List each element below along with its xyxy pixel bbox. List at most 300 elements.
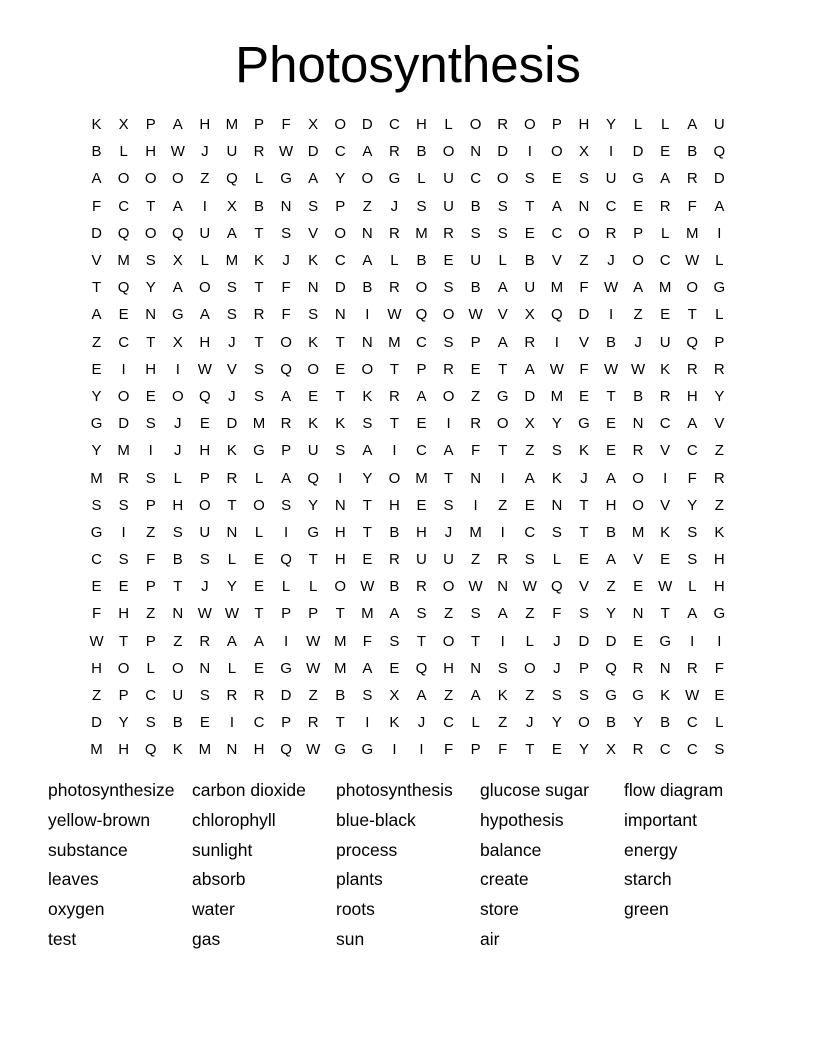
grid-letter: M xyxy=(225,252,239,270)
grid-letter: L xyxy=(254,469,264,487)
grid-letter: F xyxy=(91,605,102,623)
grid-letter: O xyxy=(171,387,184,405)
grid-letter: S xyxy=(118,496,129,514)
grid-letter: A xyxy=(281,387,292,405)
word-list-item: yellow-brown xyxy=(48,809,151,830)
grid-letter: R xyxy=(659,387,671,405)
grid-letter: I xyxy=(500,523,505,541)
grid-letter: C xyxy=(416,442,427,460)
word-list-item: important xyxy=(624,809,697,830)
grid-letter: C xyxy=(334,252,346,270)
grid-letter: R xyxy=(388,143,400,161)
grid-letter: M xyxy=(252,415,266,433)
grid-letter: T xyxy=(579,496,589,514)
grid-row xyxy=(83,301,733,328)
grid-letter: Q xyxy=(171,224,184,242)
grid-letter: O xyxy=(686,279,699,297)
grid-letter: O xyxy=(632,252,644,270)
grid-row xyxy=(83,464,733,491)
grid-letter: R xyxy=(497,116,509,134)
grid-letter: W xyxy=(306,632,321,650)
grid-letter: A xyxy=(362,143,373,161)
grid-letter: G xyxy=(632,170,644,188)
grid-letter: Z xyxy=(146,605,156,623)
grid-letter: B xyxy=(389,523,400,541)
grid-letter: T xyxy=(498,360,508,378)
grid-letter: D xyxy=(307,143,319,161)
grid-letter: U xyxy=(443,551,454,569)
grid-letter: U xyxy=(524,279,536,297)
grid-letter: F xyxy=(579,279,589,297)
grid-letter: U xyxy=(659,333,671,351)
grid-letter: O xyxy=(442,632,455,650)
grid-letter: S xyxy=(145,469,156,487)
grid-letter: M xyxy=(686,224,699,242)
grid-letter: I xyxy=(365,714,370,732)
grid-letter: S xyxy=(362,415,373,433)
grid-letter: K xyxy=(578,442,589,460)
grid-letter: P xyxy=(145,632,156,650)
grid-letter: R xyxy=(388,551,400,569)
grid-letter: S xyxy=(687,551,698,569)
grid-letter: B xyxy=(389,578,400,596)
grid-letter: S xyxy=(145,252,156,270)
grid-letter: M xyxy=(361,605,374,623)
grid-letter: J xyxy=(444,523,453,541)
grid-letter: O xyxy=(551,143,563,161)
grid-letter: P xyxy=(470,741,481,759)
grid-letter: Y xyxy=(606,605,617,623)
grid-letter: W xyxy=(89,632,104,650)
grid-letter: L xyxy=(200,252,210,270)
grid-letter: R xyxy=(443,224,454,242)
grid-letter: E xyxy=(551,741,562,759)
grid-letter: B xyxy=(660,714,671,732)
grid-letter: P xyxy=(199,469,210,487)
grid-letter: H xyxy=(253,741,265,759)
grid-letter: K xyxy=(660,360,671,378)
grid-letter: K xyxy=(226,442,237,460)
grid-letter: V xyxy=(91,252,102,270)
grid-letter: I xyxy=(121,523,126,541)
grid-letter: Y xyxy=(335,170,346,188)
grid-letter: C xyxy=(145,687,157,705)
grid-letter: T xyxy=(335,387,345,405)
grid-letter: B xyxy=(470,197,481,215)
grid-letter: F xyxy=(362,632,372,650)
grid-letter: C xyxy=(416,333,427,351)
grid-letter: B xyxy=(362,279,373,297)
grid-letter: A xyxy=(416,687,427,705)
grid-letter: E xyxy=(633,632,644,650)
grid-letter: X xyxy=(389,687,400,705)
grid-letter: B xyxy=(335,687,346,705)
grid-letter: S xyxy=(443,279,454,297)
grid-letter: L xyxy=(146,659,155,677)
grid-letter: I xyxy=(392,442,397,460)
grid-letter: B xyxy=(416,252,427,270)
grid-letter: A xyxy=(226,224,237,242)
grid-letter: X xyxy=(606,741,617,759)
grid-letter: R xyxy=(253,143,265,161)
grid-row xyxy=(83,546,733,573)
grid-letter: S xyxy=(551,687,562,705)
grid-letter: U xyxy=(416,551,427,569)
grid-letter: S xyxy=(551,442,562,460)
grid-letter: E xyxy=(443,252,454,270)
grid-letter: N xyxy=(334,306,346,324)
grid-letter: O xyxy=(144,170,157,188)
grid-letter: G xyxy=(659,632,672,650)
grid-letter: A xyxy=(281,469,292,487)
grid-letter: J xyxy=(201,143,209,161)
word-list-item: gas xyxy=(192,928,221,949)
grid-letter: S xyxy=(497,197,508,215)
grid-letter: L xyxy=(119,143,128,161)
grid-letter: W xyxy=(306,659,321,677)
grid-letter: E xyxy=(254,551,265,569)
grid-letter: Z xyxy=(579,252,589,270)
grid-letter: C xyxy=(388,116,400,134)
grid-letter: T xyxy=(606,387,616,405)
grid-letter: B xyxy=(470,279,481,297)
word-list-item: photosynthesize xyxy=(48,780,175,800)
grid-letter: J xyxy=(607,252,615,270)
word-list-item: process xyxy=(336,839,398,860)
grid-letter: K xyxy=(660,687,671,705)
grid-letter: T xyxy=(254,333,264,351)
grid-letter: V xyxy=(578,333,589,351)
grid-letter: P xyxy=(416,360,427,378)
grid-letter: T xyxy=(227,496,237,514)
grid-letter: I xyxy=(473,496,478,514)
grid-letter: K xyxy=(362,387,373,405)
grid-letter: N xyxy=(145,306,157,324)
grid-letter: S xyxy=(254,387,265,405)
grid-letter: V xyxy=(660,496,671,514)
grid-letter: I xyxy=(554,333,559,351)
grid-letter: V xyxy=(308,224,319,242)
grid-letter: D xyxy=(497,143,509,161)
grid-row xyxy=(83,410,733,437)
grid-letter: S xyxy=(118,551,129,569)
grid-letter: Z xyxy=(173,632,183,650)
grid-letter: K xyxy=(335,415,346,433)
grid-letter: C xyxy=(253,714,265,732)
grid-letter: A xyxy=(687,605,698,623)
grid-letter: L xyxy=(633,116,643,134)
grid-letter: F xyxy=(579,360,589,378)
grid-letter: C xyxy=(686,442,698,460)
grid-letter: D xyxy=(605,632,617,650)
grid-letter: D xyxy=(118,415,130,433)
grid-letter: A xyxy=(91,306,102,324)
grid-letter: L xyxy=(281,578,291,596)
grid-letter: B xyxy=(416,143,427,161)
grid-letter: A xyxy=(254,632,265,650)
grid-letter: N xyxy=(470,469,482,487)
grid-letter: O xyxy=(632,496,644,514)
grid-row xyxy=(83,492,733,519)
grid-letter: F xyxy=(281,279,291,297)
grid-letter: L xyxy=(417,170,426,188)
grid-letter: E xyxy=(470,360,481,378)
grid-letter: H xyxy=(713,578,725,596)
grid-letter: R xyxy=(443,360,454,378)
grid-letter: M xyxy=(90,469,103,487)
grid-letter: K xyxy=(91,116,102,134)
grid-letter: S xyxy=(362,687,373,705)
grid-row xyxy=(83,600,733,627)
grid-row xyxy=(83,655,733,682)
grid-letter: R xyxy=(199,632,211,650)
grid-letter: T xyxy=(335,605,345,623)
grid-letter: Z xyxy=(714,496,724,514)
grid-letter: E xyxy=(578,551,589,569)
grid-letter: O xyxy=(280,333,292,351)
grid-letter: O xyxy=(523,116,536,134)
grid-letter: E xyxy=(254,659,265,677)
grid-letter: H xyxy=(416,523,427,541)
grid-letter: E xyxy=(199,415,210,433)
grid-letter: Q xyxy=(551,578,563,596)
grid-letter: P xyxy=(578,659,589,677)
grid-letter: S xyxy=(199,687,210,705)
grid-row xyxy=(83,274,733,301)
grid-letter: E xyxy=(524,224,535,242)
grid-letter: K xyxy=(308,415,319,433)
grid-letter: N xyxy=(470,659,482,677)
grid-letter: K xyxy=(497,687,508,705)
grid-letter: G xyxy=(578,415,590,433)
grid-letter: I xyxy=(527,143,532,161)
grid-letter: M xyxy=(225,116,239,134)
grid-letter: R xyxy=(659,197,671,215)
grid-letter: E xyxy=(362,551,373,569)
grid-letter: D xyxy=(280,687,292,705)
grid-letter: L xyxy=(308,578,318,596)
word-list xyxy=(48,776,788,955)
grid-letter: J xyxy=(553,659,561,677)
grid-letter: S xyxy=(145,714,156,732)
grid-letter: A xyxy=(606,469,617,487)
grid-letter: Z xyxy=(606,578,616,596)
grid-letter: H xyxy=(199,116,211,134)
grid-letter: S xyxy=(443,333,454,351)
grid-letter: A xyxy=(497,605,508,623)
grid-letter: L xyxy=(254,523,264,541)
grid-letter: N xyxy=(361,333,373,351)
grid-letter: Q xyxy=(117,224,130,242)
grid-letter: O xyxy=(171,659,184,677)
grid-letter: T xyxy=(254,605,264,623)
grid-letter: L xyxy=(471,714,480,732)
grid-letter: S xyxy=(281,496,292,514)
grid-letter: R xyxy=(226,687,238,705)
grid-letter: S xyxy=(308,197,319,215)
word-list-item: flow diagram xyxy=(624,780,724,800)
grid-letter: S xyxy=(687,523,698,541)
grid-letter: T xyxy=(498,442,508,460)
grid-letter: T xyxy=(362,523,372,541)
grid-letter: O xyxy=(199,496,211,514)
grid-letter: V xyxy=(714,415,725,433)
grid-letter: I xyxy=(365,306,370,324)
grid-letter: A xyxy=(524,469,535,487)
grid-letter: D xyxy=(632,143,644,161)
grid-letter: T xyxy=(443,469,454,487)
grid-letter: D xyxy=(226,415,238,433)
grid-letter: Q xyxy=(686,333,699,351)
grid-letter: G xyxy=(171,306,184,324)
grid-letter: A xyxy=(389,605,400,623)
grid-letter: W xyxy=(522,578,537,596)
grid-letter: H xyxy=(118,605,130,623)
grid-letter: P xyxy=(145,578,156,596)
grid-letter: G xyxy=(280,659,292,677)
grid-letter: Y xyxy=(226,578,237,596)
grid-letter: A xyxy=(714,197,725,215)
grid-letter: J xyxy=(282,252,290,270)
grid-letter: R xyxy=(497,551,509,569)
grid-letter: Z xyxy=(471,551,481,569)
grid-letter: S xyxy=(551,523,562,541)
grid-letter: V xyxy=(551,252,562,270)
grid-letter: Y xyxy=(91,387,102,405)
grid-letter: G xyxy=(361,741,374,759)
grid-letter: T xyxy=(146,197,156,215)
grid-letter: A xyxy=(687,116,698,134)
grid-letter: C xyxy=(91,551,102,569)
grid-letter: N xyxy=(226,523,238,541)
grid-letter: P xyxy=(281,605,292,623)
grid-letter: N xyxy=(497,578,509,596)
grid-letter: Q xyxy=(605,659,617,677)
grid-letter: L xyxy=(227,551,237,569)
grid-letter: Z xyxy=(91,333,102,351)
grid-letter: Z xyxy=(498,714,508,732)
grid-letter: L xyxy=(254,170,264,188)
word-list-item: store xyxy=(480,899,519,920)
grid-letter: E xyxy=(606,415,617,433)
grid-letter: R xyxy=(686,360,698,378)
grid-letter: W xyxy=(197,360,212,378)
grid-letter: Y xyxy=(118,714,129,732)
word-list-item: create xyxy=(480,869,529,890)
grid-letter: C xyxy=(605,197,617,215)
grid-letter: E xyxy=(606,442,617,460)
grid-letter: D xyxy=(578,306,590,324)
grid-letter: L xyxy=(173,469,182,487)
grid-letter: F xyxy=(471,442,481,460)
grid-letter: Q xyxy=(199,387,211,405)
grid-letter: N xyxy=(632,415,644,433)
grid-letter: Y xyxy=(91,442,102,460)
grid-letter: V xyxy=(633,551,644,569)
grid-letter: H xyxy=(145,360,157,378)
grid-letter: F xyxy=(498,741,508,759)
grid-letter: A xyxy=(362,252,373,270)
grid-letter: M xyxy=(550,279,564,297)
grid-letter: R xyxy=(632,659,644,677)
grid-letter: K xyxy=(172,741,183,759)
grid-letter: M xyxy=(388,333,401,351)
word-list-item: photosynthesis xyxy=(336,780,453,800)
grid-letter: E xyxy=(633,197,644,215)
grid-row xyxy=(83,383,733,410)
word-list-item: air xyxy=(480,928,500,949)
grid-letter: Q xyxy=(144,741,157,759)
grid-letter: M xyxy=(333,659,347,677)
word-list-item: absorb xyxy=(192,869,246,890)
grid-letter: I xyxy=(717,632,722,650)
grid-letter: T xyxy=(254,279,264,297)
grid-letter: A xyxy=(362,442,373,460)
grid-letter: N xyxy=(280,197,292,215)
grid-letter: B xyxy=(172,551,183,569)
grid-row xyxy=(83,628,733,655)
grid-letter: J xyxy=(228,333,236,351)
grid-letter: S xyxy=(714,741,725,759)
grid-letter: E xyxy=(145,387,156,405)
grid-letter: S xyxy=(524,551,535,569)
grid-letter: A xyxy=(91,170,102,188)
grid-letter: W xyxy=(170,143,185,161)
grid-letter: J xyxy=(228,387,236,405)
grid-letter: H xyxy=(686,387,698,405)
grid-letter: N xyxy=(578,197,590,215)
grid-row xyxy=(83,736,733,763)
grid-letter: S xyxy=(172,523,183,541)
word-list-item: sun xyxy=(336,928,365,949)
word-list-item: roots xyxy=(336,899,375,920)
grid-letter: U xyxy=(199,224,211,242)
grid-letter: I xyxy=(121,360,126,378)
grid-letter: L xyxy=(661,116,670,134)
grid-letter: P xyxy=(118,687,129,705)
grid-letter: O xyxy=(415,279,428,297)
grid-letter: S xyxy=(416,197,427,215)
grid-letter: Z xyxy=(471,387,481,405)
grid-letter: Z xyxy=(525,605,535,623)
grid-letter: R xyxy=(388,224,400,242)
grid-letter: G xyxy=(632,687,644,705)
grid-letter: U xyxy=(226,143,238,161)
grid-letter: S xyxy=(199,551,210,569)
word-list-item: energy xyxy=(624,839,678,860)
word-list-item: sunlight xyxy=(192,839,253,860)
grid-letter: W xyxy=(603,360,619,378)
grid-letter: U xyxy=(199,523,211,541)
grid-letter: G xyxy=(334,741,347,759)
grid-letter: L xyxy=(525,632,534,650)
grid-letter: H xyxy=(145,143,157,161)
page-title: Photosynthesis xyxy=(235,36,581,93)
grid-letter: I xyxy=(717,224,722,242)
grid-letter: Y xyxy=(362,469,373,487)
grid-letter: E xyxy=(416,496,427,514)
grid-letter: I xyxy=(338,469,343,487)
grid-letter: B xyxy=(172,714,183,732)
grid-letter: J xyxy=(553,632,561,650)
grid-letter: R xyxy=(388,387,400,405)
grid-letter: A xyxy=(308,170,319,188)
grid-letter: R xyxy=(632,741,644,759)
grid-letter: R xyxy=(226,469,238,487)
grid-letter: J xyxy=(201,578,209,596)
grid-letter: C xyxy=(686,741,698,759)
grid-letter: A xyxy=(497,333,508,351)
